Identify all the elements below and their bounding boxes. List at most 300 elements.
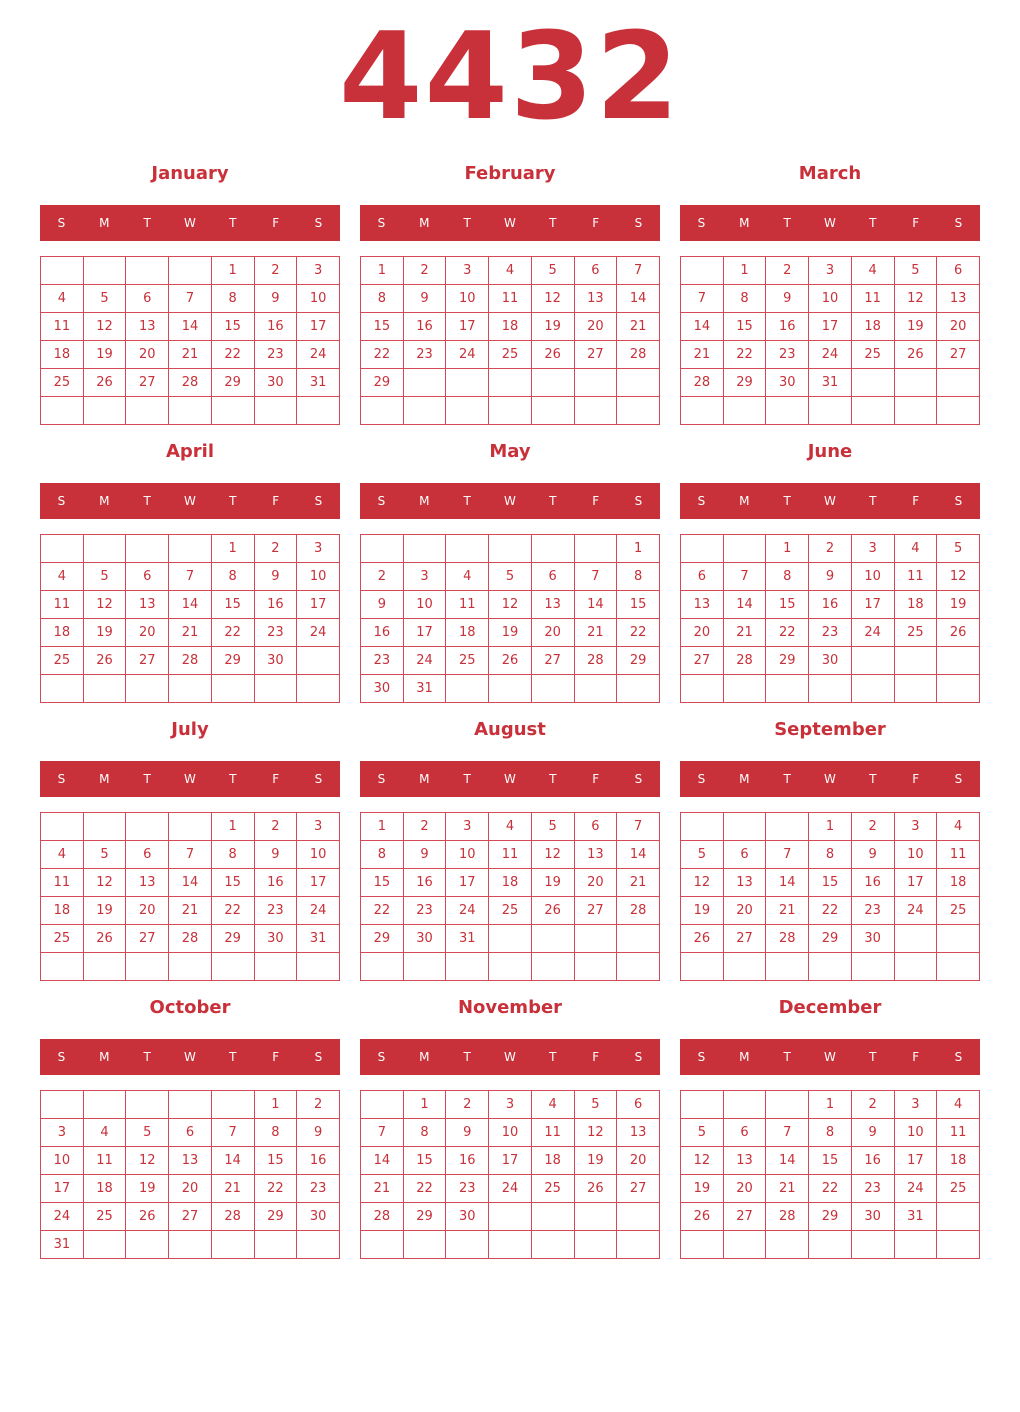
day-cell: 29: [361, 925, 404, 953]
day-cell: 13: [531, 591, 574, 619]
day-cell: 22: [361, 897, 404, 925]
weekday-label: F: [592, 216, 600, 230]
weekday-header: [40, 1039, 340, 1075]
day-cell: 17: [403, 619, 446, 647]
day-cell: 12: [681, 1147, 724, 1175]
day-cell: 23: [403, 897, 446, 925]
day-cell: [297, 675, 340, 703]
day-cell: [211, 953, 254, 981]
weekday-label: W: [184, 772, 196, 786]
day-cell: [169, 1091, 212, 1119]
week-row: [361, 1231, 660, 1259]
day-cell: 20: [681, 619, 724, 647]
day-cell: 21: [723, 619, 766, 647]
day-cell: 26: [681, 925, 724, 953]
day-cell: 11: [489, 841, 532, 869]
weekday-label: S: [954, 494, 963, 508]
day-cell: [254, 397, 297, 425]
day-cell: 2: [254, 813, 297, 841]
day-cell: 28: [169, 647, 212, 675]
week-row: [681, 563, 980, 591]
day-cell: [766, 1091, 809, 1119]
day-cell: 12: [531, 841, 574, 869]
weekday-label: S: [314, 772, 323, 786]
day-cell: 21: [617, 313, 660, 341]
day-cell: 4: [446, 563, 489, 591]
day-cell: [403, 1231, 446, 1259]
day-cell: 25: [41, 647, 84, 675]
day-cell: 11: [851, 285, 894, 313]
day-cell: 5: [937, 535, 980, 563]
day-cell: 25: [446, 647, 489, 675]
weekday-label: F: [272, 1050, 280, 1064]
day-cell: 26: [681, 1203, 724, 1231]
weekday-label: S: [314, 494, 323, 508]
day-cell: [723, 953, 766, 981]
day-cell: 16: [403, 869, 446, 897]
day-cell: 5: [681, 1119, 724, 1147]
day-cell: [894, 369, 937, 397]
month-name: February: [464, 163, 556, 184]
week-row: [41, 257, 340, 285]
day-cell: 14: [211, 1147, 254, 1175]
weekday-label: F: [592, 772, 600, 786]
day-cell: 19: [894, 313, 937, 341]
day-cell: 22: [766, 619, 809, 647]
day-cell: [211, 1091, 254, 1119]
day-cell: [297, 647, 340, 675]
day-cell: [403, 953, 446, 981]
day-cell: [403, 535, 446, 563]
day-cell: [894, 953, 937, 981]
week-row: [41, 369, 340, 397]
day-cell: 15: [211, 313, 254, 341]
day-cell: 5: [83, 285, 126, 313]
day-cell: 8: [211, 563, 254, 591]
day-cell: 9: [851, 1119, 894, 1147]
weekday-label: F: [912, 494, 920, 508]
week-row: [681, 1203, 980, 1231]
day-cell: 13: [723, 869, 766, 897]
day-cell: [681, 1231, 724, 1259]
day-cell: 17: [446, 869, 489, 897]
weekday-label: T: [783, 216, 791, 230]
day-cell: [681, 257, 724, 285]
day-cell: 6: [574, 813, 617, 841]
day-cell: 17: [894, 1147, 937, 1175]
day-cell: 7: [211, 1119, 254, 1147]
day-cell: 20: [723, 1175, 766, 1203]
day-cell: [489, 535, 532, 563]
day-cell: 20: [574, 869, 617, 897]
day-cell: 26: [574, 1175, 617, 1203]
day-cell: 25: [531, 1175, 574, 1203]
day-cell: 1: [809, 813, 852, 841]
day-cell: 13: [126, 591, 169, 619]
day-cell: 28: [766, 1203, 809, 1231]
day-cell: 8: [361, 841, 404, 869]
day-cell: [937, 369, 980, 397]
days-grid: [40, 534, 340, 703]
day-cell: 14: [361, 1147, 404, 1175]
day-cell: 16: [446, 1147, 489, 1175]
day-cell: [169, 1231, 212, 1259]
day-cell: [937, 1203, 980, 1231]
day-cell: 5: [531, 813, 574, 841]
weekday-header: [40, 483, 340, 519]
day-cell: [361, 397, 404, 425]
day-cell: 4: [41, 563, 84, 591]
day-cell: [126, 257, 169, 285]
day-cell: 29: [723, 369, 766, 397]
day-cell: [851, 397, 894, 425]
day-cell: 28: [574, 647, 617, 675]
week-row: [361, 813, 660, 841]
day-cell: [681, 813, 724, 841]
day-cell: 24: [446, 341, 489, 369]
day-cell: 13: [574, 841, 617, 869]
day-cell: [446, 535, 489, 563]
week-row: [681, 897, 980, 925]
month-name: March: [798, 163, 862, 184]
day-cell: 24: [894, 897, 937, 925]
weekday-label: F: [272, 216, 280, 230]
day-cell: 1: [766, 535, 809, 563]
day-cell: 3: [403, 563, 446, 591]
day-cell: 15: [254, 1147, 297, 1175]
day-cell: 25: [894, 619, 937, 647]
day-cell: [766, 1231, 809, 1259]
day-cell: 22: [361, 341, 404, 369]
week-row: [361, 1203, 660, 1231]
day-cell: 12: [489, 591, 532, 619]
day-cell: 2: [851, 1091, 894, 1119]
month-name: May: [489, 441, 531, 462]
day-cell: 1: [809, 1091, 852, 1119]
day-cell: 7: [766, 1119, 809, 1147]
weekday-label: M: [99, 494, 110, 508]
day-cell: 17: [297, 591, 340, 619]
day-cell: 17: [894, 869, 937, 897]
day-cell: 18: [937, 1147, 980, 1175]
days-grid: [360, 534, 660, 703]
day-cell: 27: [617, 1175, 660, 1203]
weekday-header: [680, 1039, 980, 1075]
day-cell: [41, 1091, 84, 1119]
week-row: [41, 813, 340, 841]
day-cell: [937, 397, 980, 425]
day-cell: [254, 953, 297, 981]
day-cell: 4: [851, 257, 894, 285]
day-cell: 5: [126, 1119, 169, 1147]
day-cell: 2: [809, 535, 852, 563]
day-cell: 22: [723, 341, 766, 369]
day-cell: 19: [937, 591, 980, 619]
week-row: [41, 1231, 340, 1259]
day-cell: [574, 397, 617, 425]
day-cell: 10: [403, 591, 446, 619]
day-cell: [446, 369, 489, 397]
month-name: April: [165, 441, 215, 462]
weekday-label: W: [504, 1050, 516, 1064]
week-row: [41, 285, 340, 313]
day-cell: 23: [766, 341, 809, 369]
day-cell: [894, 675, 937, 703]
day-cell: 22: [809, 897, 852, 925]
day-cell: 24: [403, 647, 446, 675]
day-cell: 4: [489, 813, 532, 841]
day-cell: [446, 1231, 489, 1259]
weekday-label: F: [592, 1050, 600, 1064]
day-cell: 4: [41, 285, 84, 313]
day-cell: 18: [531, 1147, 574, 1175]
weekday-header: [680, 205, 980, 241]
day-cell: 12: [681, 869, 724, 897]
day-cell: 27: [937, 341, 980, 369]
day-cell: 24: [41, 1203, 84, 1231]
weekday-label: S: [377, 1050, 386, 1064]
day-cell: 10: [489, 1119, 532, 1147]
day-cell: 19: [83, 897, 126, 925]
day-cell: 23: [297, 1175, 340, 1203]
day-cell: [809, 1231, 852, 1259]
day-cell: 28: [723, 647, 766, 675]
week-row: [681, 925, 980, 953]
day-cell: 29: [403, 1203, 446, 1231]
day-cell: 6: [126, 285, 169, 313]
day-cell: 28: [361, 1203, 404, 1231]
day-cell: [446, 397, 489, 425]
day-cell: [361, 1231, 404, 1259]
day-cell: 6: [681, 563, 724, 591]
day-cell: 26: [894, 341, 937, 369]
week-row: [681, 647, 980, 675]
day-cell: 1: [211, 257, 254, 285]
day-cell: 10: [894, 841, 937, 869]
day-cell: [489, 1231, 532, 1259]
day-cell: 1: [211, 535, 254, 563]
day-cell: [617, 1203, 660, 1231]
day-cell: 12: [937, 563, 980, 591]
day-cell: [41, 813, 84, 841]
day-cell: 30: [766, 369, 809, 397]
day-cell: 2: [403, 813, 446, 841]
week-row: [681, 675, 980, 703]
day-cell: 1: [361, 257, 404, 285]
weekday-label: M: [739, 216, 750, 230]
day-cell: 21: [169, 341, 212, 369]
day-cell: 7: [766, 841, 809, 869]
day-cell: 20: [574, 313, 617, 341]
day-cell: 31: [894, 1203, 937, 1231]
day-cell: 4: [41, 841, 84, 869]
day-cell: 3: [809, 257, 852, 285]
week-row: [41, 341, 340, 369]
day-cell: [894, 925, 937, 953]
day-cell: 3: [894, 813, 937, 841]
week-row: [361, 341, 660, 369]
day-cell: 23: [851, 1175, 894, 1203]
day-cell: 4: [937, 1091, 980, 1119]
day-cell: 2: [297, 1091, 340, 1119]
day-cell: 26: [531, 341, 574, 369]
day-cell: 21: [617, 869, 660, 897]
day-cell: 10: [446, 285, 489, 313]
day-cell: 31: [297, 925, 340, 953]
day-cell: 11: [41, 313, 84, 341]
day-cell: 30: [254, 647, 297, 675]
day-cell: [723, 813, 766, 841]
day-cell: 15: [723, 313, 766, 341]
days-grid: [680, 534, 980, 703]
day-cell: 23: [446, 1175, 489, 1203]
day-cell: 11: [489, 285, 532, 313]
day-cell: 9: [297, 1119, 340, 1147]
day-cell: 27: [574, 897, 617, 925]
weekday-label: S: [634, 494, 643, 508]
day-cell: 18: [489, 313, 532, 341]
day-cell: 10: [894, 1119, 937, 1147]
day-cell: 2: [766, 257, 809, 285]
day-cell: [531, 1203, 574, 1231]
day-cell: 7: [681, 285, 724, 313]
day-cell: 7: [169, 285, 212, 313]
day-cell: 2: [446, 1091, 489, 1119]
day-cell: 19: [681, 897, 724, 925]
day-cell: [723, 675, 766, 703]
day-cell: 24: [851, 619, 894, 647]
weekday-label: S: [57, 772, 66, 786]
day-cell: [937, 1231, 980, 1259]
day-cell: 20: [126, 619, 169, 647]
day-cell: [574, 1231, 617, 1259]
day-cell: 10: [446, 841, 489, 869]
weekday-label: F: [592, 494, 600, 508]
day-cell: 15: [403, 1147, 446, 1175]
day-cell: 19: [83, 619, 126, 647]
day-cell: 14: [617, 285, 660, 313]
day-cell: 16: [851, 1147, 894, 1175]
day-cell: 26: [83, 647, 126, 675]
day-cell: [83, 535, 126, 563]
week-row: [361, 675, 660, 703]
weekday-label: T: [869, 1050, 877, 1064]
day-cell: 4: [937, 813, 980, 841]
day-cell: [617, 953, 660, 981]
week-row: [361, 1119, 660, 1147]
weekday-header: [680, 483, 980, 519]
day-cell: 19: [83, 341, 126, 369]
day-cell: 17: [297, 313, 340, 341]
weekday-label: T: [229, 772, 237, 786]
day-cell: 13: [937, 285, 980, 313]
day-cell: 28: [766, 925, 809, 953]
day-cell: [126, 535, 169, 563]
day-cell: [851, 647, 894, 675]
weekday-label: S: [634, 772, 643, 786]
weekday-label: T: [549, 216, 557, 230]
week-row: [41, 953, 340, 981]
weekday-label: T: [463, 1050, 471, 1064]
day-cell: [169, 675, 212, 703]
day-cell: 26: [126, 1203, 169, 1231]
weekday-label: S: [697, 772, 706, 786]
weekday-label: T: [549, 772, 557, 786]
day-cell: [723, 535, 766, 563]
weekday-label: S: [377, 772, 386, 786]
day-cell: [851, 953, 894, 981]
day-cell: [211, 675, 254, 703]
weekday-label: F: [912, 772, 920, 786]
day-cell: 28: [681, 369, 724, 397]
week-row: [41, 1203, 340, 1231]
day-cell: 16: [254, 313, 297, 341]
day-cell: [574, 369, 617, 397]
day-cell: [617, 925, 660, 953]
day-cell: 14: [169, 313, 212, 341]
month-name: December: [778, 997, 882, 1018]
day-cell: 16: [254, 591, 297, 619]
day-cell: 2: [361, 563, 404, 591]
day-cell: [254, 1231, 297, 1259]
day-cell: 7: [617, 257, 660, 285]
day-cell: [489, 397, 532, 425]
day-cell: 11: [41, 591, 84, 619]
day-cell: 3: [851, 535, 894, 563]
day-cell: [681, 535, 724, 563]
day-cell: 23: [254, 341, 297, 369]
day-cell: 6: [574, 257, 617, 285]
day-cell: [574, 953, 617, 981]
weekday-label: T: [229, 494, 237, 508]
day-cell: 9: [851, 841, 894, 869]
day-cell: 11: [83, 1147, 126, 1175]
day-cell: 14: [766, 1147, 809, 1175]
week-row: [681, 285, 980, 313]
week-row: [361, 591, 660, 619]
day-cell: 18: [41, 619, 84, 647]
weekday-label: W: [504, 494, 516, 508]
day-cell: 19: [574, 1147, 617, 1175]
days-grid: [680, 1090, 980, 1259]
day-cell: 25: [851, 341, 894, 369]
week-row: [361, 619, 660, 647]
weekday-label: T: [783, 772, 791, 786]
day-cell: 11: [937, 841, 980, 869]
day-cell: [617, 1231, 660, 1259]
day-cell: 18: [41, 341, 84, 369]
day-cell: 11: [41, 869, 84, 897]
day-cell: 30: [254, 369, 297, 397]
day-cell: 13: [126, 869, 169, 897]
day-cell: 28: [617, 341, 660, 369]
day-cell: 2: [254, 535, 297, 563]
day-cell: 23: [254, 897, 297, 925]
week-row: [361, 897, 660, 925]
day-cell: 24: [297, 619, 340, 647]
day-cell: 29: [809, 925, 852, 953]
weekday-label: T: [869, 494, 877, 508]
day-cell: [83, 1091, 126, 1119]
week-row: [681, 313, 980, 341]
day-cell: 22: [617, 619, 660, 647]
day-cell: 25: [41, 369, 84, 397]
day-cell: [41, 953, 84, 981]
weekday-label: M: [739, 494, 750, 508]
day-cell: [531, 397, 574, 425]
day-cell: 8: [211, 841, 254, 869]
day-cell: [169, 397, 212, 425]
